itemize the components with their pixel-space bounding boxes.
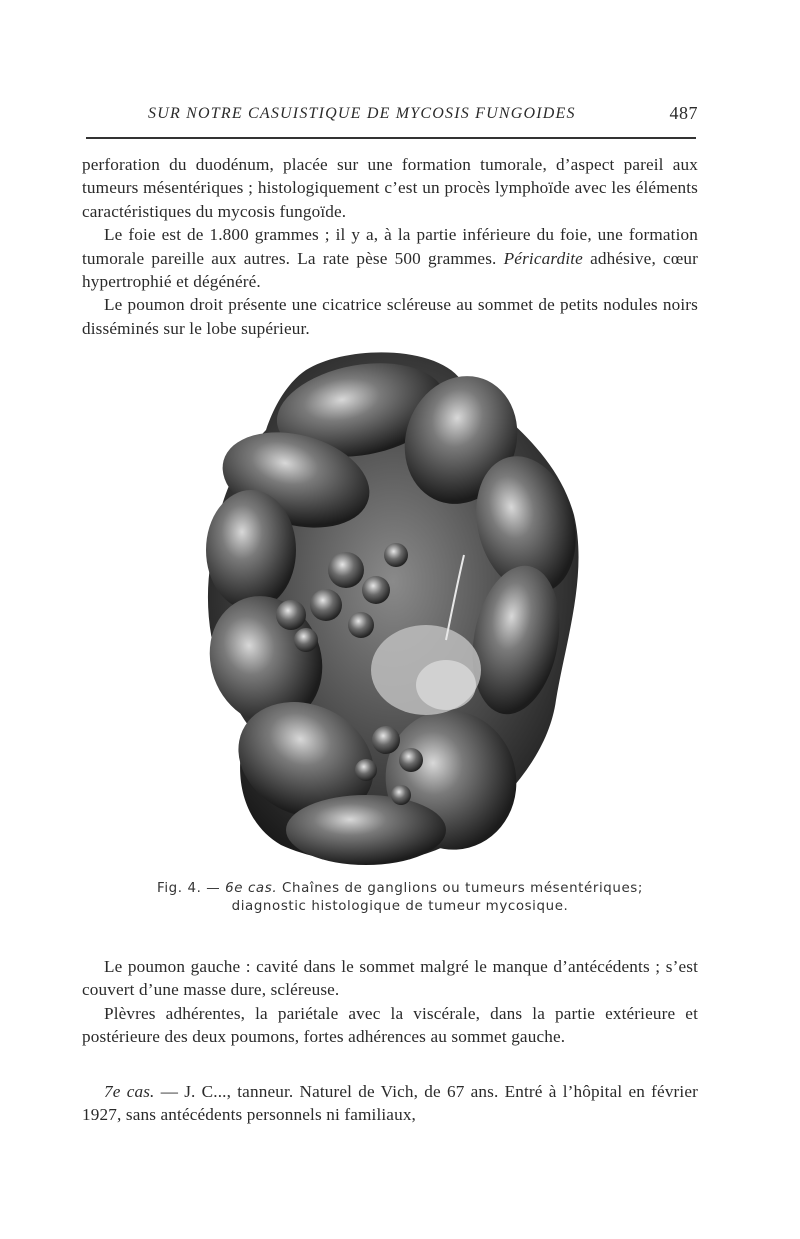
text-block-bottom xyxy=(82,955,698,1049)
text-block-top xyxy=(82,153,698,340)
caption-line-1: Fig. 4. — 6e cas. Chaînes de ganglions ou tumeurs mésentériques; xyxy=(157,881,643,896)
case-7-label: 7e cas. xyxy=(104,1082,155,1101)
pericardite-term: Péricardite xyxy=(503,248,583,268)
paragraph-poumon-droit: Le poumon droit présente une cicatrice scléreuse au sommet de petits nodules noirs disséminés sur le lobe supérieur. xyxy=(82,295,698,338)
case-7-text: — J. C..., tanneur. Naturel de Vich, de 67 ans. Entré à l’hôpital en février 1927, sans antécédents personnels ni familiaux, xyxy=(82,1082,699,1125)
paragraph-foie xyxy=(82,223,698,293)
figure-caption xyxy=(120,880,680,916)
page-number: 487 xyxy=(669,103,698,123)
pericardite-text: adhésive, cœur hypertrophié et dégénéré. xyxy=(82,248,698,292)
case-7-block xyxy=(82,1080,698,1127)
paragraph-foie-text: Le foie est de 1.800 grammes ; il y a, à la partie inférieure du foie, une formation tumorale pareille aux autres. La rate pèse 500 grammes. xyxy=(82,225,698,268)
running-head xyxy=(82,103,698,129)
figure-label: Fig. 4. xyxy=(157,881,202,896)
paragraph-plevres: Plèvres adhérentes, la pariétale avec la viscérale, dans la partie extérieure et postérieure des deux poumons, fortes adhérences au sommet gauche. xyxy=(82,1003,698,1047)
running-title: SUR NOTRE CASUISTIQUE DE MYCOSIS FUNGOIDES xyxy=(148,105,576,122)
paragraph-poumon-gauche: Le poumon gauche : cavité dans le sommet malgré le manque d’antécédents ; s’est couvert d’une masse dure, scléreuse. xyxy=(82,957,698,1000)
caption-text-1: Chaînes de ganglions ou tumeurs mésentériques; xyxy=(282,881,643,896)
figure-case: 6e cas. xyxy=(225,881,278,896)
header-rule xyxy=(86,137,696,139)
paragraph-duodenum: perforation du duodénum, placée sur une formation tumorale, d’aspect pareil aux tumeurs mésentériques ; histologiquement c’est un procès lymphoïde avec les éléments caractéristiques du mycosis fungoïde. xyxy=(82,155,698,221)
case-7-paragraph xyxy=(82,1080,698,1127)
specimen-photograph-icon xyxy=(196,340,586,875)
caption-line-2: diagnostic histologique de tumeur mycosique. xyxy=(231,899,569,914)
